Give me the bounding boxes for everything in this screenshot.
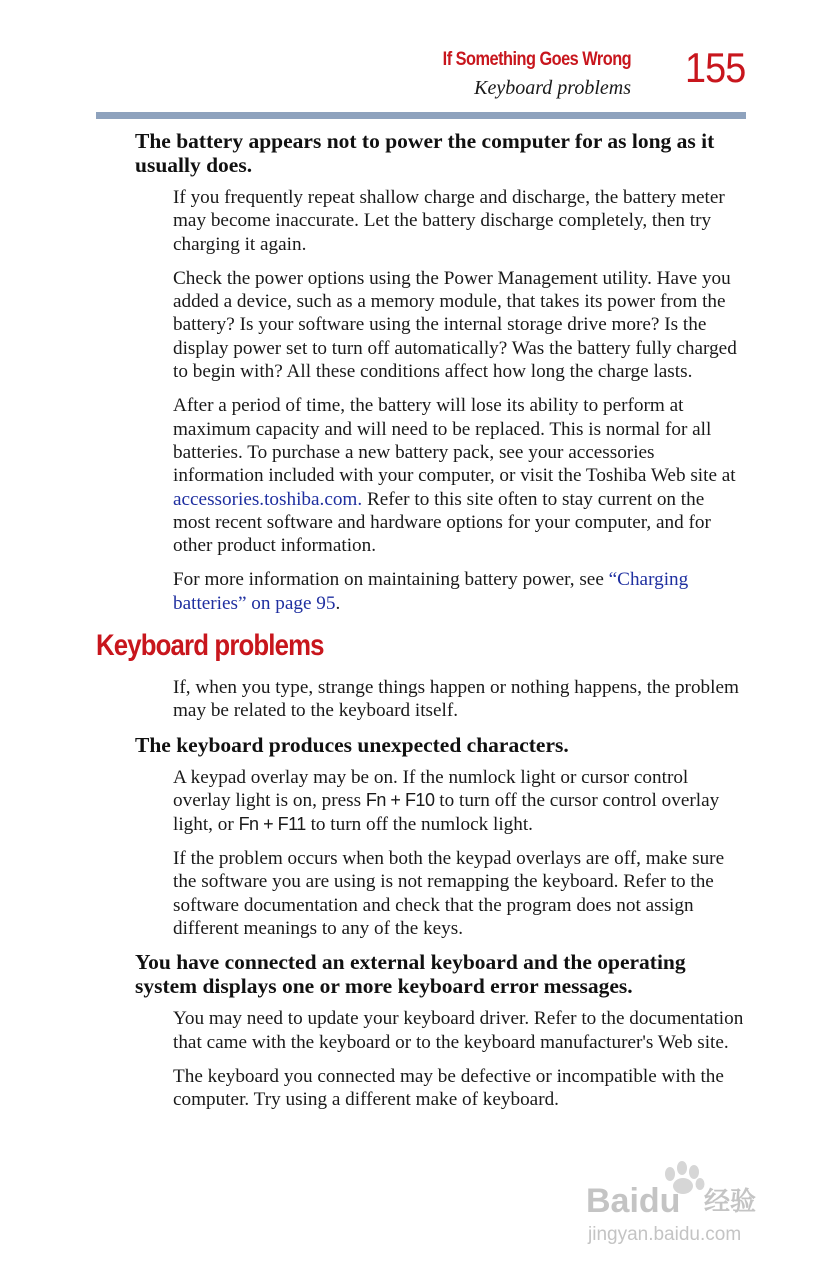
keyboard-heading-external-keyboard: You have connected an external keyboard and the operating system displays one or more keyboard error messages. <box>135 950 686 998</box>
keyboard-paragraph-3: You may need to update your keyboard driver. Refer to the documentation that came with the keyboard or to the keyboard manufacturer's Web site. <box>173 1008 744 1053</box>
watermark-brand: Baidu <box>586 1182 681 1220</box>
watermark-url: jingyan.baidu.com <box>588 1224 742 1245</box>
baidu-jingyan-watermark <box>584 1152 774 1252</box>
keyboard-paragraph-1 <box>173 766 746 836</box>
battery-paragraph-3 <box>173 394 746 557</box>
battery-paragraph-3-text-end: Refer to this site often to stay current on the most recent software and hardware options for your computer, and for other product information. <box>173 488 711 557</box>
keyboard-intro: If, when you type, strange things happen or nothing happens, the problem may be related to the keyboard itself. <box>173 677 739 722</box>
battery-paragraph-1: If you frequently repeat shallow charge and discharge, the battery meter may become inaccurate. Let the battery discharge completely, then try charging it again. <box>173 187 725 255</box>
keyboard-paragraph-4: The keyboard you connected may be defective or incompatible with the computer. Try using a different make of keyboard. <box>173 1065 724 1111</box>
keyboard-paragraph-2: If the problem occurs when both the keypad overlays are off, make sure the software you are using is not remapping the keyboard. Refer to the software documentation and check that the program does not assign different meanings to any of the keys. <box>173 848 725 939</box>
chapter-title: If Something Goes Wrong <box>442 49 631 70</box>
keyboard-paragraph-1-text-end: to turn off the numlock light. <box>305 813 533 835</box>
charging-batteries-link[interactable]: “Charging batteries” on page 95 <box>173 569 689 614</box>
keyboard-heading-unexpected-characters: The keyboard produces unexpected characters. <box>135 732 569 757</box>
section-title: Keyboard problems <box>474 77 631 99</box>
battery-paragraph-4-period: . <box>335 592 341 614</box>
page-number: 155 <box>685 44 746 91</box>
keyboard-paragraph-1-text: A keypad overlay may be on. If the numlock light or cursor control overlay light is on, press <box>173 767 689 812</box>
header-rule <box>96 112 746 119</box>
battery-paragraph-4-text: For more information on maintaining battery power, see <box>173 569 609 591</box>
battery-paragraph-3-text: After a period of time, the battery will lose its ability to perform at maximum capacity and will need to be replaced. This is normal for all batteries. To purchase a new battery pack, see your accessories information included with your computer, or visit the Toshiba Web site at <box>173 395 736 487</box>
battery-paragraph-2: Check the power options using the Power Management utility. Have you added a device, such as a memory module, that takes its power from the battery? Is your software using the internal storage drive more? Is the display power set to turn off automatically? Was the battery fully charged to begin with? All these conditions affect how long the charge lasts. <box>173 267 737 383</box>
accessories-link[interactable]: accessories.toshiba.com. <box>173 488 363 510</box>
keyboard-paragraph-1-text-mid: to turn off the cursor control overlay light, or <box>173 790 720 835</box>
battery-paragraph-4 <box>173 568 746 615</box>
key-combo-fn-f11: Fn + F11 <box>238 813 306 834</box>
keyboard-problems-title: Keyboard problems <box>96 629 324 663</box>
key-combo-fn-f10: Fn + F10 <box>365 790 435 811</box>
battery-heading: The battery appears not to power the computer for as long as it usually does. <box>135 129 715 177</box>
watermark-service: 经验 <box>704 1187 757 1217</box>
page-body <box>96 130 746 1122</box>
